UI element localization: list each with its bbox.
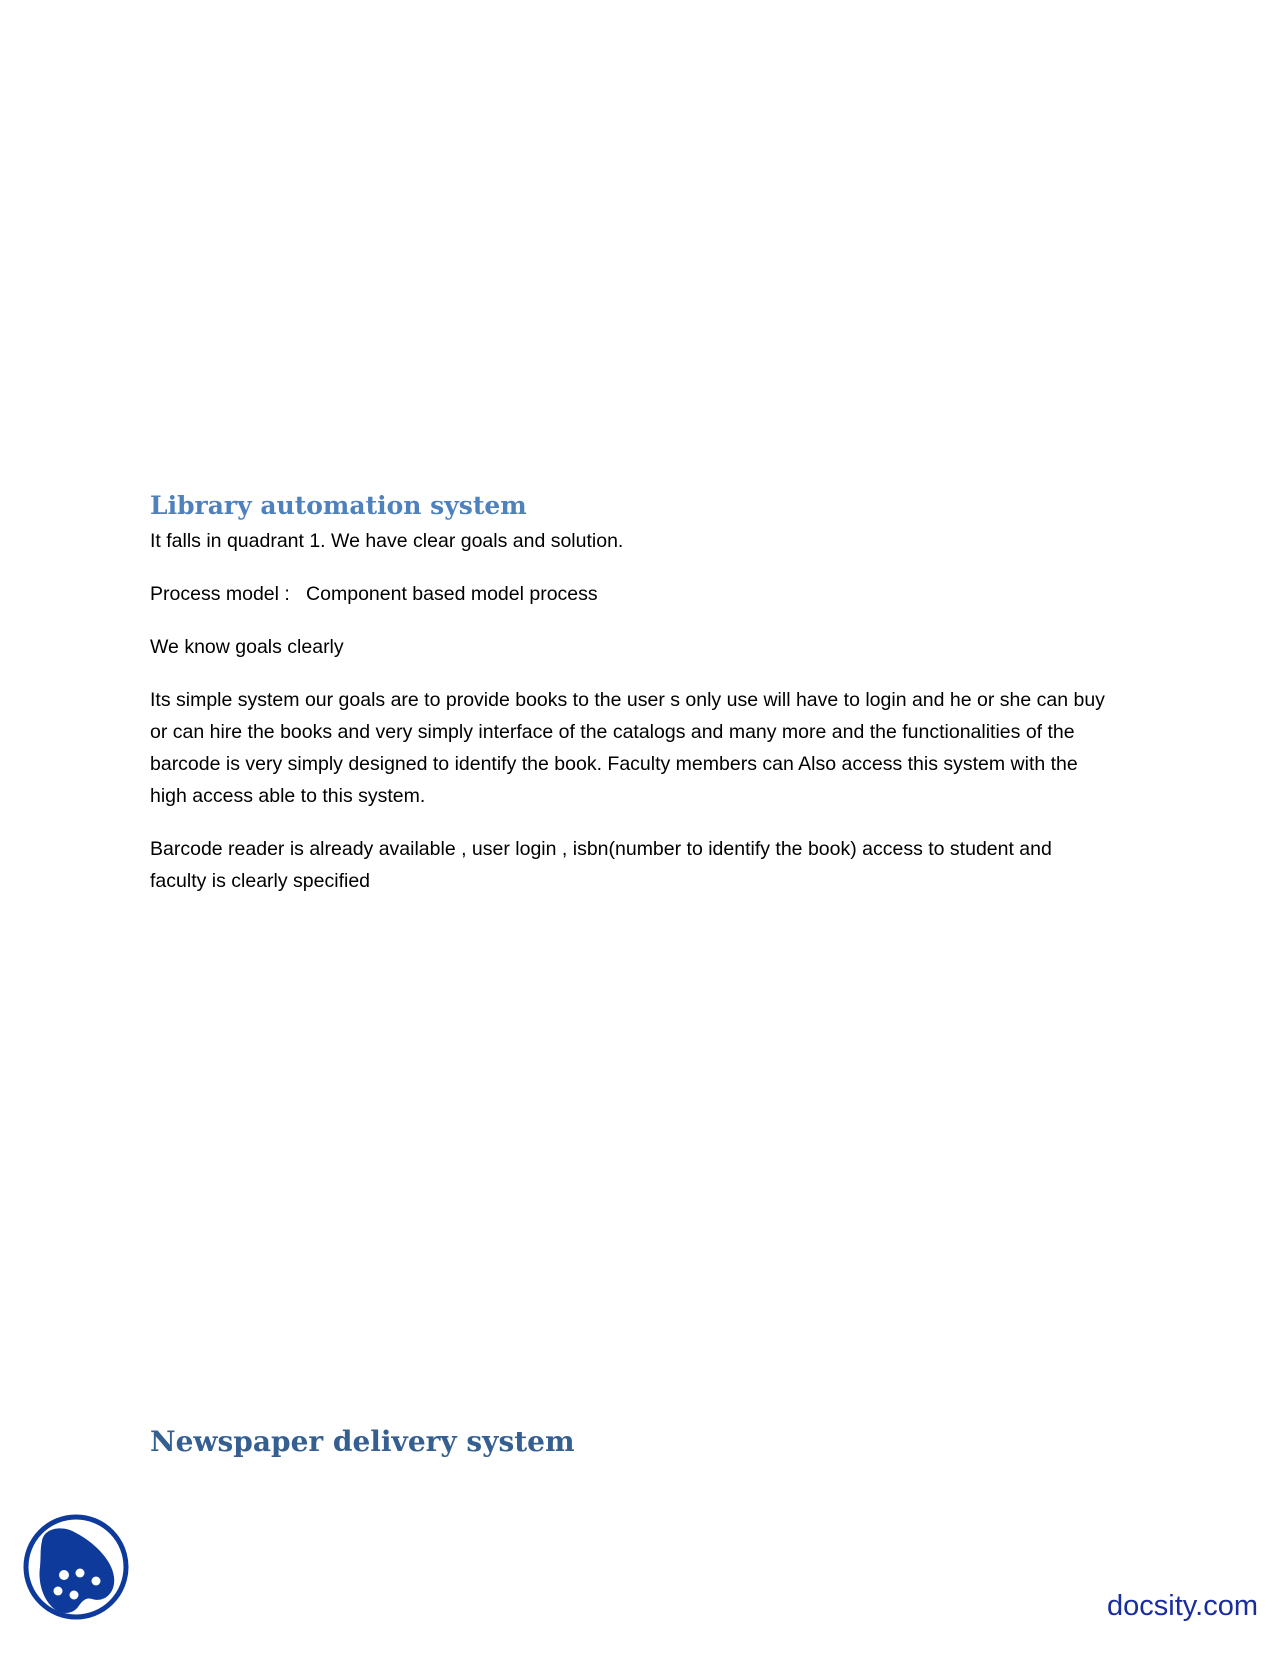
docsity-brand-link[interactable]: docsity.com bbox=[1107, 1590, 1258, 1622]
section-heading-newspaper-delivery: Newspaper delivery system bbox=[150, 1425, 575, 1458]
paragraph-quadrant: It falls in quadrant 1. We have clear goals and solution. bbox=[150, 530, 624, 552]
docsity-logo-icon[interactable] bbox=[20, 1511, 132, 1623]
paragraph-process-model: Process model : Component based model process bbox=[150, 583, 598, 605]
paragraph-system-description: Its simple system our goals are to provide books to the user s only use will have to login and he or she can buy or can hire the books and very simply interface of the catalogs and many more and the functionalities of the barcode is very simply designed to identify the book. Faculty members can Also access this system with the high access able to this system. bbox=[150, 689, 1105, 807]
section-heading-library-automation: Library automation system bbox=[150, 491, 527, 520]
paragraph-barcode: Barcode reader is already available , user login , isbn(number to identify the book) access to student and faculty is clearly specified bbox=[150, 838, 1052, 892]
paragraph-goals: We know goals clearly bbox=[150, 636, 344, 658]
